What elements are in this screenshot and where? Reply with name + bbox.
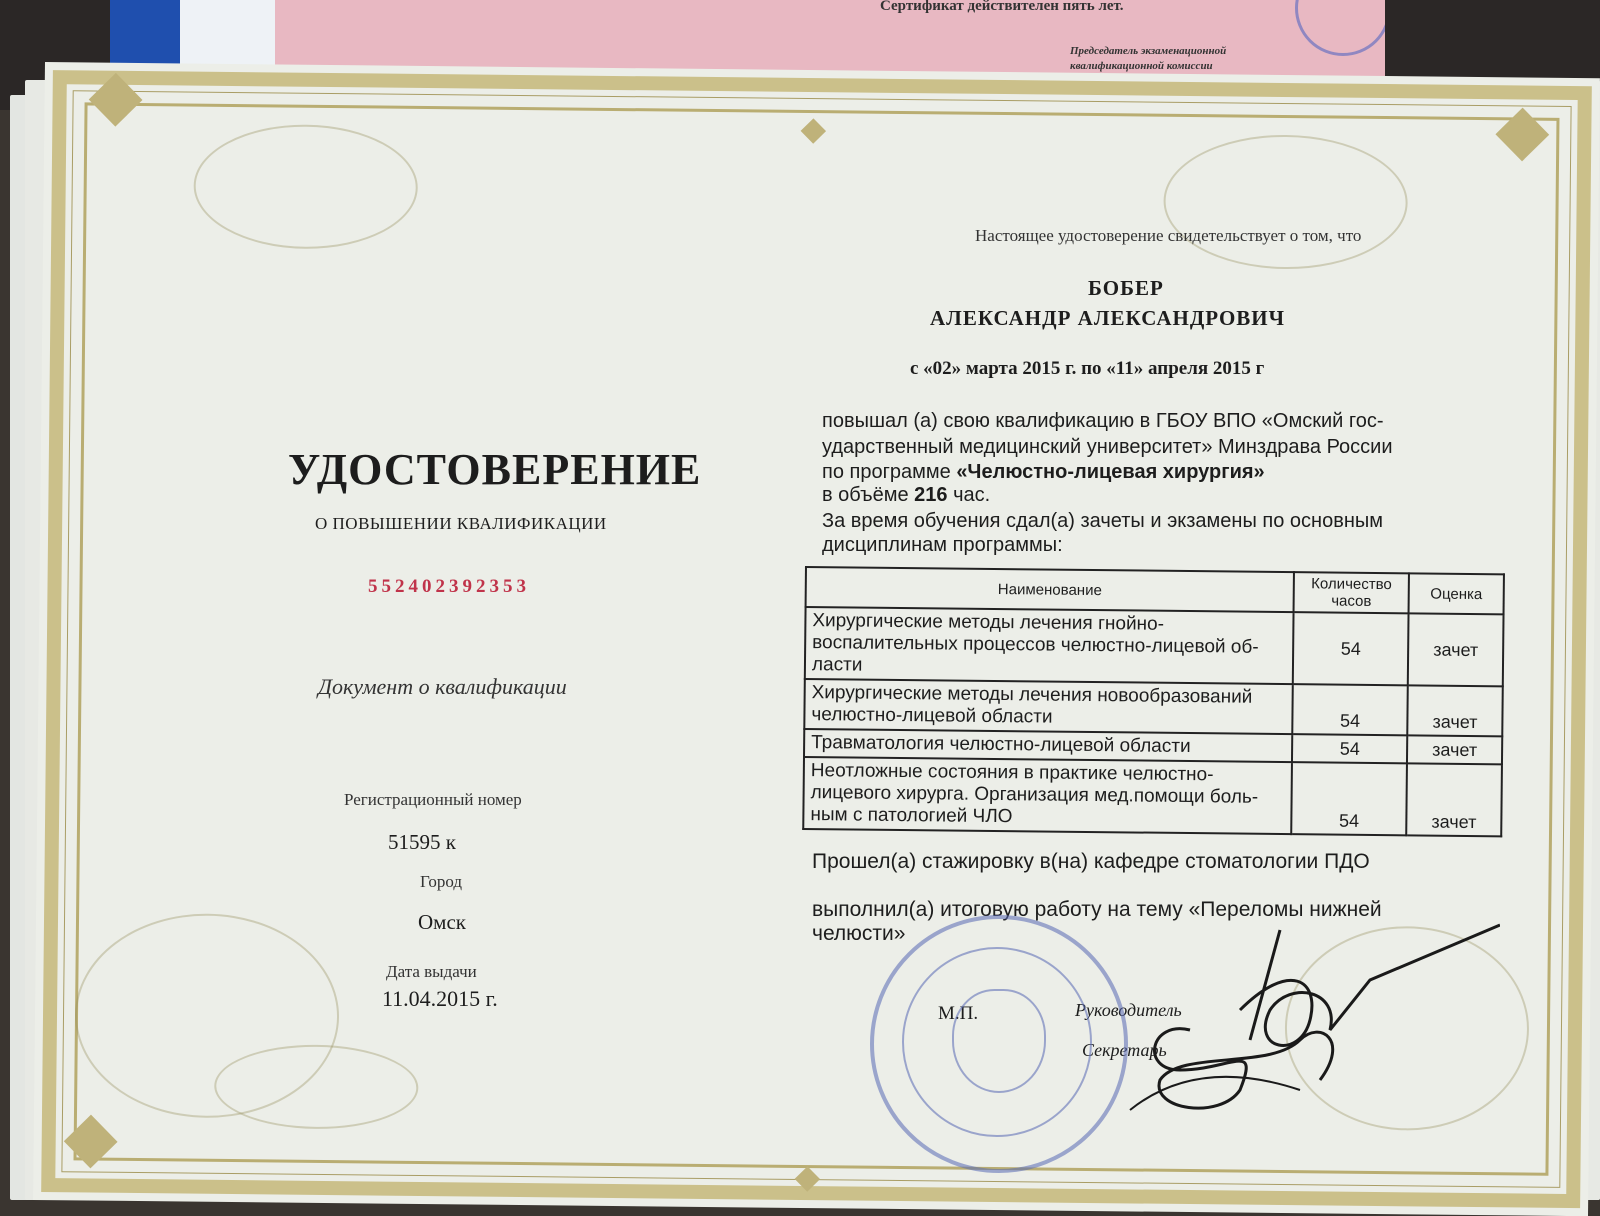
issue-date: 11.04.2015 г. xyxy=(382,986,498,1011)
city-label: Город xyxy=(420,872,462,891)
program-prefix: по программе xyxy=(822,461,957,483)
hours-line xyxy=(822,484,990,507)
disciplines-table xyxy=(802,566,1505,837)
header-mark: Оценка xyxy=(1409,573,1504,614)
city-value: Омск xyxy=(418,910,466,934)
qualification-line-1: повышал (а) свою квалификацию в ГБОУ ВПО «Омский гос- xyxy=(822,410,1384,432)
holder-surname: БОБЕР xyxy=(1088,276,1164,300)
pink-cert-validity: Сертификат действителен пять лет. xyxy=(880,0,1124,14)
qualification-line-2: ударственный медицинский университет» Минздрава России xyxy=(822,436,1393,458)
hours-suffix: час. xyxy=(947,484,991,506)
registration-number: 51595 к xyxy=(388,830,456,854)
handwritten-signature xyxy=(1120,920,1500,1120)
exams-line-2: дисциплинам программы: xyxy=(822,534,1063,556)
holder-given-names: АЛЕКСАНДР АЛЕКСАНДРОВИЧ xyxy=(930,306,1286,330)
discipline-mark: зачет xyxy=(1408,613,1504,686)
discipline-name: Неотложные состояния в практике челюстно-лицевого хирурга. Организация мед.помощи боль-ным с патологией ЧЛО xyxy=(803,757,1292,834)
discipline-name: Хирургические методы лечения новообразований челюстно-лицевой области xyxy=(804,679,1293,734)
hours-prefix: в объёме xyxy=(822,484,915,506)
pink-cert-commission: квалификационной комиссии xyxy=(1070,60,1213,72)
study-period: с «02» марта 2015 г. по «11» апреля 2015 г xyxy=(910,358,1265,379)
header-hours: Количество часов xyxy=(1294,572,1409,613)
discipline-hours: 54 xyxy=(1292,734,1407,763)
hours-value: 216 xyxy=(914,484,948,506)
final-work-line-2: челюсти» xyxy=(812,922,906,945)
discipline-mark: зачет xyxy=(1407,685,1502,736)
exams-line-1: За время обучения сдал(а) зачеты и экзамены по основным xyxy=(822,510,1383,532)
program-name: «Челюстно-лицевая хирургия» xyxy=(956,461,1265,483)
document-type: Документ о квалификации xyxy=(318,674,567,699)
discipline-mark: зачет xyxy=(1407,735,1502,764)
serial-number: 552402392353 xyxy=(368,576,530,597)
final-work-line-1: выполнил(а) итоговую работу на тему «Переломы нижней xyxy=(812,898,1382,921)
official-seal-stamp xyxy=(870,915,1128,1173)
internship-text: Прошел(а) стажировку в(на) кафедре стоматологии ПДО xyxy=(812,850,1370,873)
discipline-name: Травматология челюстно-лицевой области xyxy=(804,729,1292,762)
issue-date-label: Дата выдачи xyxy=(386,962,477,981)
discipline-hours: 54 xyxy=(1293,612,1409,685)
document-subtitle: О ПОВЫШЕНИИ КВАЛИФИКАЦИИ xyxy=(315,514,607,533)
program-line xyxy=(822,461,1265,484)
table-row xyxy=(803,757,1502,836)
discipline-name: Хирургические методы лечения гнойно-воспалительных процессов челюстно-лицевой об-ласти xyxy=(805,607,1294,684)
discipline-hours: 54 xyxy=(1291,762,1407,835)
table-row xyxy=(805,607,1504,686)
secretary-label: Секретарь xyxy=(1082,1040,1167,1060)
intro-text: Настоящее удостоверение свидетельствует о том, что xyxy=(975,226,1362,245)
head-label: Руководитель xyxy=(1075,1000,1182,1020)
registration-label: Регистрационный номер xyxy=(344,790,522,809)
seal-place-label: М.П. xyxy=(938,1003,979,1024)
pink-cert-chair: Председатель экзаменационной xyxy=(1070,45,1227,57)
coat-of-arms-icon xyxy=(952,989,1046,1093)
header-name: Наименование xyxy=(806,567,1295,612)
discipline-mark: зачет xyxy=(1406,763,1502,836)
document-title: УДОСТОВЕРЕНИЕ xyxy=(288,445,702,494)
discipline-hours: 54 xyxy=(1292,684,1408,735)
table-row xyxy=(804,679,1502,736)
